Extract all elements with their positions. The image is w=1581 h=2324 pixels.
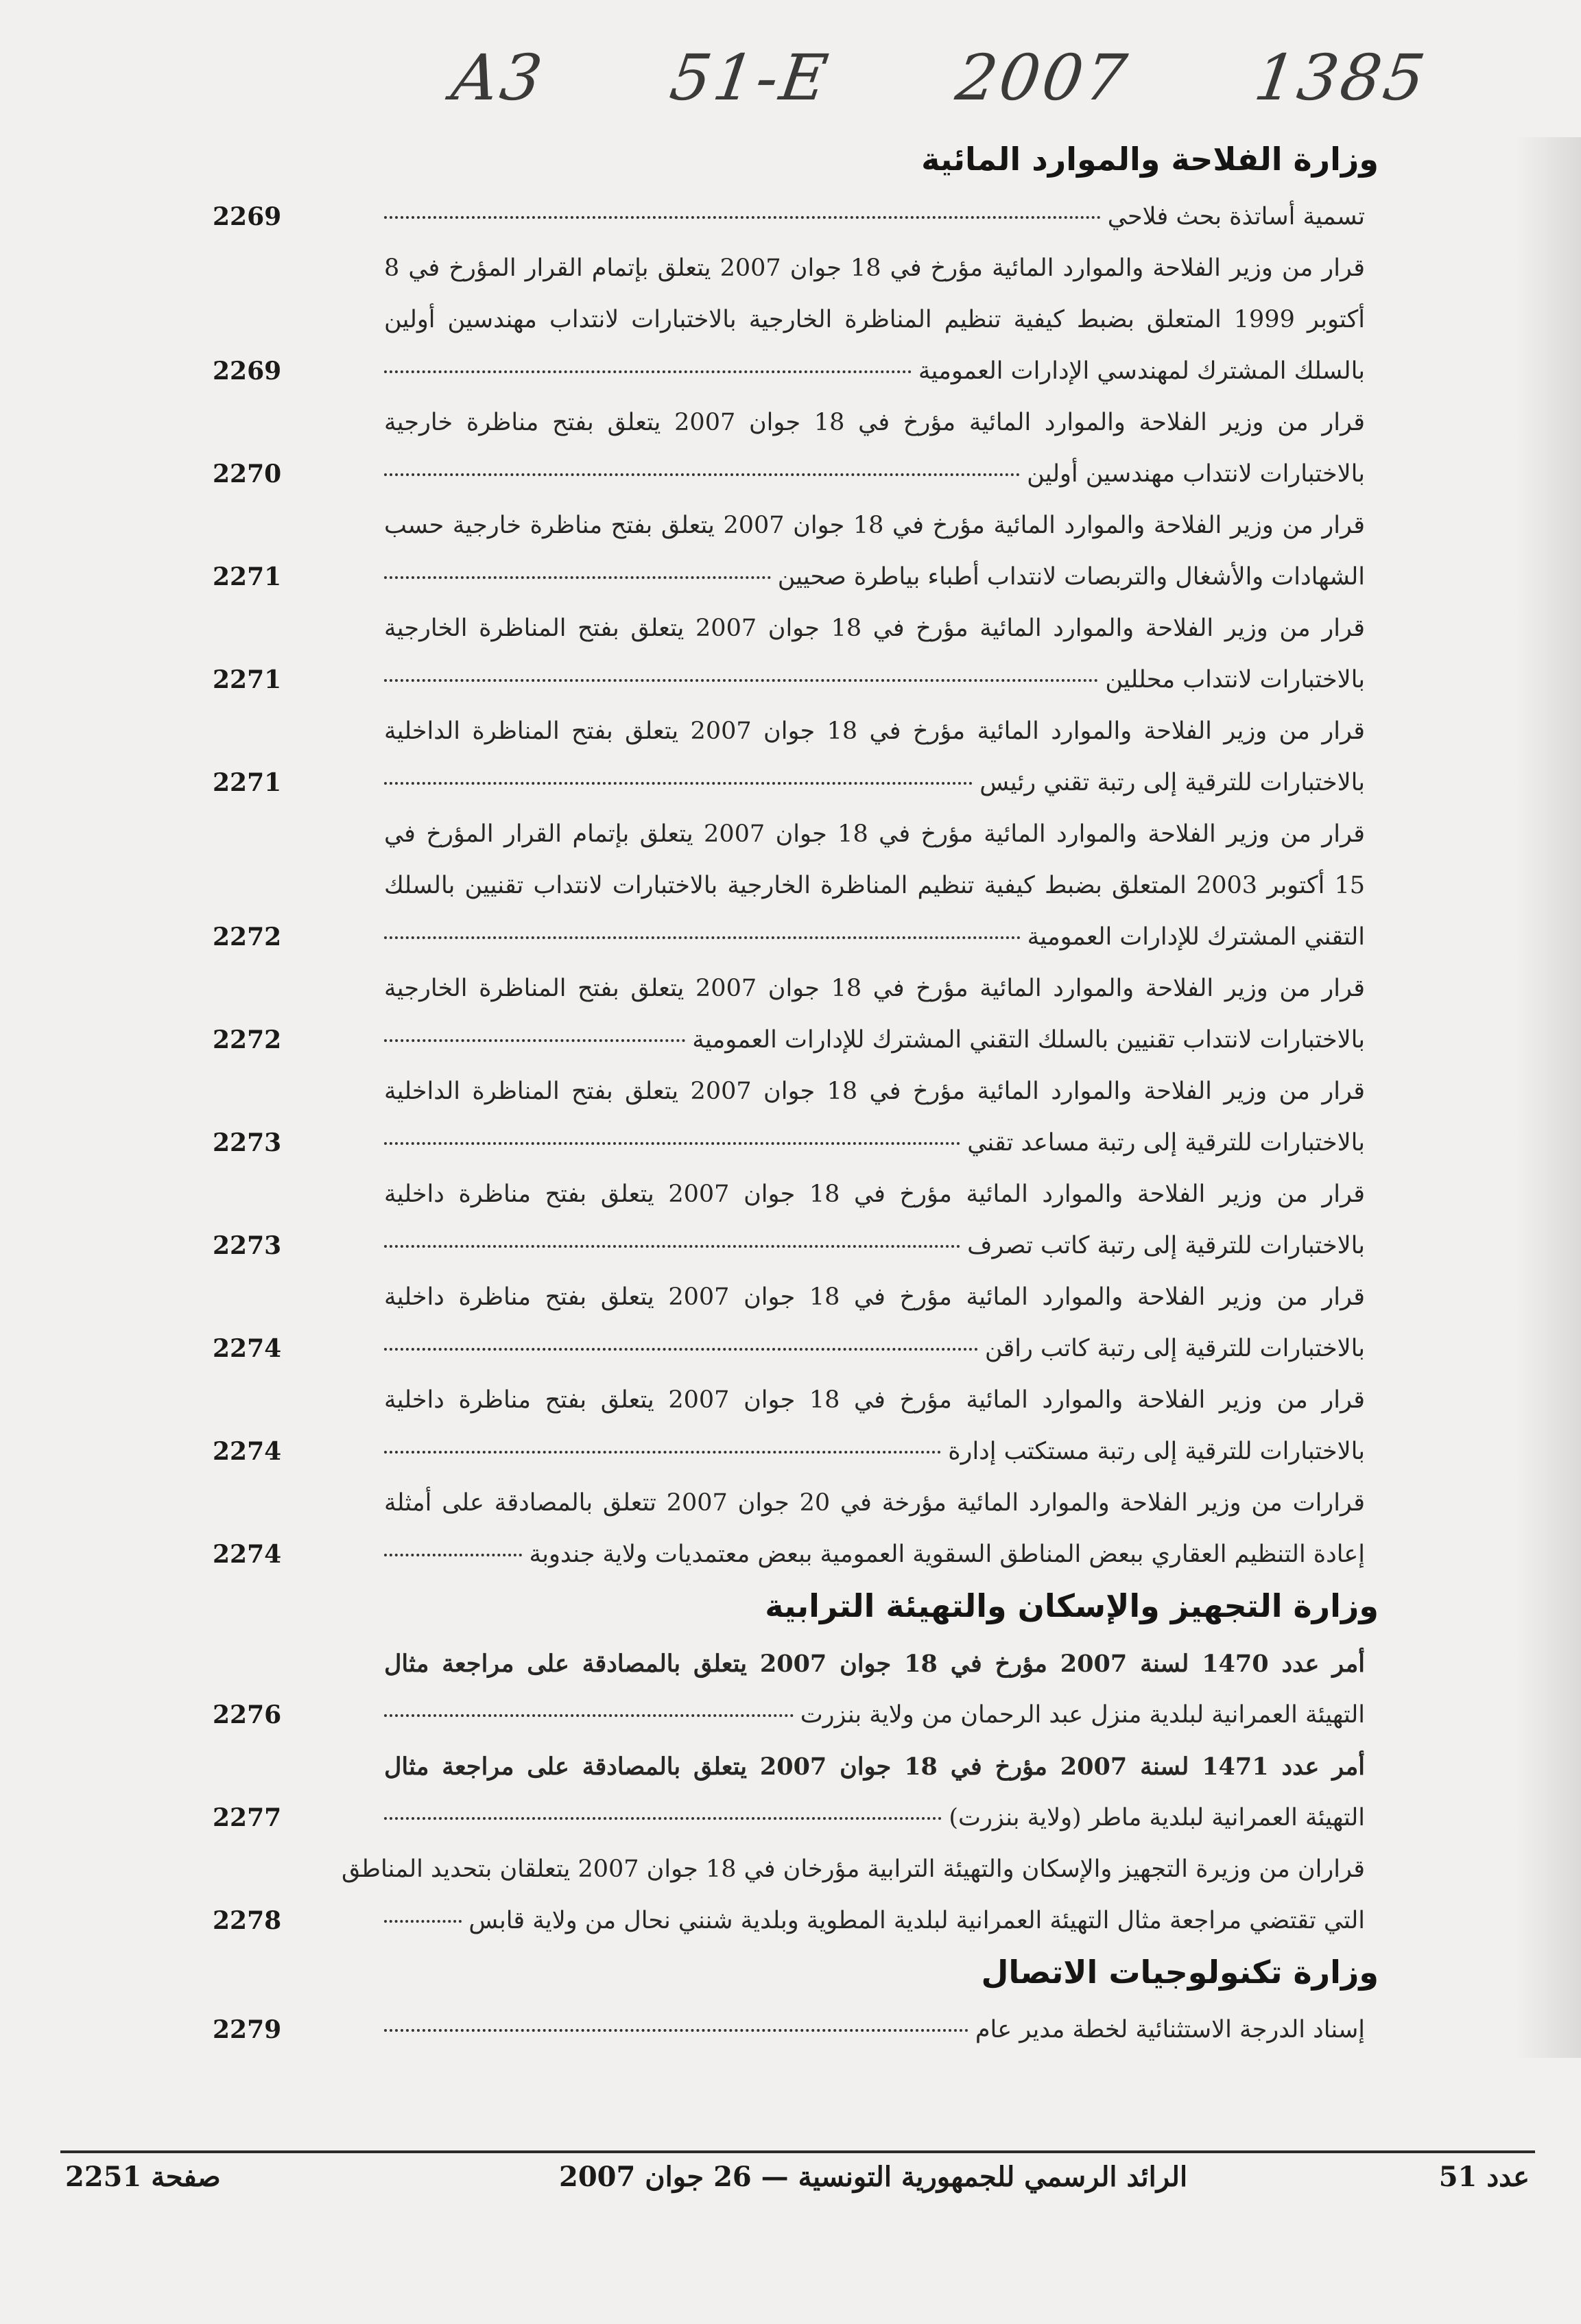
ministry-heading: وزارة التجهيز والإسكان والتهيئة الترابية	[765, 1587, 1379, 1624]
entry-line: بالسلك المشترك لمهندسي الإدارات العمومية	[918, 357, 1365, 385]
entry-line: قرار من وزير الفلاحة والموارد المائية مؤرخ في 18 جوان 2007 يتعلق بفتح مناظرة داخلية	[384, 1283, 1365, 1311]
dot-leader	[384, 2029, 968, 2032]
entry-page-number: 2274	[213, 1437, 282, 1466]
entry-line: قرار من وزير الفلاحة والموارد المائية مؤرخ في 18 جوان 2007 يتعلق بإتمام القرار المؤرخ في	[384, 820, 1365, 848]
dot-leader	[384, 216, 1101, 219]
entry-line: قرار من وزير الفلاحة والموارد المائية مؤرخ في 18 جوان 2007 يتعلق بفتح مناظرة خارجية	[384, 409, 1365, 436]
entry-line: الشهادات والأشغال والتربصات لانتداب أطباء بياطرة صحيين	[777, 563, 1365, 591]
ministry-heading: وزارة الفلاحة والموارد المائية	[921, 141, 1379, 178]
entry-line: التي تقتضي مراجعة مثال التهيئة العمرانية لبلدية المطوية وبلدية شنني نحال من ولاية قابس	[468, 1907, 1365, 1934]
toc-entry[interactable]	[213, 1638, 1379, 1741]
toc-entry[interactable]	[213, 2004, 1379, 2056]
entry-line: التهيئة العمرانية لبلدية ماطر (ولاية بنزرت)	[949, 1804, 1365, 1831]
entry-line: بالاختبارات للترقية إلى رتبة مستكتب إدارة	[948, 1438, 1365, 1465]
toc-entry[interactable]	[213, 809, 1379, 963]
entry-page-number: 2274	[213, 1334, 282, 1363]
entry-page-number: 2277	[213, 1803, 282, 1832]
dot-leader	[384, 1348, 978, 1351]
page-footer	[65, 2161, 1530, 2209]
entry-line: قراران من وزيرة التجهيز والإسكان والتهيئة الترابية مؤرخان في 18 جوان 2007 يتعلقان بتحديد المناطق	[341, 1855, 1365, 1883]
entry-line: 15 أكتوبر 2003 المتعلق بضبط كيفية تنظيم المناظرة الخارجية بالاختبارات لانتداب تقنيين بالسلك	[384, 872, 1365, 899]
handnote-year: 2007	[951, 41, 1134, 115]
toc-entry[interactable]	[213, 1844, 1379, 1947]
dot-leader	[384, 679, 1098, 682]
entry-page-number: 2269	[213, 202, 282, 231]
entry-page-number: 2269	[213, 357, 282, 386]
handwritten-archive-note	[447, 41, 1432, 115]
dot-leader	[384, 1920, 462, 1923]
dot-leader	[384, 576, 771, 579]
entry-line: قرار من وزير الفلاحة والموارد المائية مؤرخ في 18 جوان 2007 يتعلق بفتح المناظرة الخارجية	[384, 615, 1365, 642]
table-of-contents	[213, 134, 1379, 2056]
toc-entry[interactable]	[213, 1375, 1379, 1478]
entry-line: بالاختبارات للترقية إلى رتبة تقني رئيس	[979, 769, 1365, 796]
dot-leader	[384, 1554, 522, 1556]
ministry-heading: وزارة تكنولوجيات الاتصال	[981, 1954, 1379, 1991]
entry-line: قرار من وزير الفلاحة والموارد المائية مؤرخ في 18 جوان 2007 يتعلق بفتح مناظرة خارجية حسب	[384, 512, 1365, 539]
footer-journal-title: الرائد الرسمي للجمهورية التونسية — 26 جوان 2007	[559, 2161, 1188, 2193]
toc-entry[interactable]	[213, 706, 1379, 809]
dot-leader	[384, 1451, 941, 1454]
entry-line: قرار من وزير الفلاحة والموارد المائية مؤرخ في 18 جوان 2007 يتعلق بفتح المناظرة الخارجية	[384, 975, 1365, 1002]
entry-page-number: 2272	[213, 923, 282, 951]
handnote-issue: 51-E	[665, 41, 835, 115]
entry-line: بالاختبارات للترقية إلى رتبة مساعد تقني	[967, 1129, 1365, 1157]
entry-page-number: 2271	[213, 665, 282, 694]
entry-line: إعادة التنظيم العقاري ببعض المناطق السقوية العمومية ببعض معتمديات ولاية جندوبة	[529, 1541, 1365, 1568]
entry-line: بالاختبارات للترقية إلى رتبة كاتب راقن	[984, 1335, 1365, 1362]
entry-line: قرار من وزير الفلاحة والموارد المائية مؤرخ في 18 جوان 2007 يتعلق بفتح المناظرة الداخلية	[384, 718, 1365, 745]
toc-entry[interactable]	[213, 1066, 1379, 1169]
entry-line: تسمية أساتذة بحث فلاحي	[1107, 203, 1365, 230]
entry-page-number: 2271	[213, 768, 282, 797]
entry-page-number: 2273	[213, 1128, 282, 1157]
toc-entry[interactable]	[213, 397, 1379, 500]
footer-issue-number: عدد 51	[1438, 2161, 1530, 2193]
entry-page-number: 2274	[213, 1540, 282, 1569]
toc-entry[interactable]	[213, 243, 1379, 397]
dot-leader	[384, 936, 1021, 939]
dot-leader	[384, 1245, 960, 1248]
entry-line: التهيئة العمرانية لبلدية منزل عبد الرحمان من ولاية بنزرت	[800, 1701, 1365, 1729]
entry-line: قرار من وزير الفلاحة والموارد المائية مؤرخ في 18 جوان 2007 يتعلق بإتمام القرار المؤرخ في 8	[384, 254, 1365, 282]
handnote-number: 1385	[1250, 41, 1432, 115]
entry-line: أمر عدد 1470 لسنة 2007 مؤرخ في 18 جوان 2007 يتعلق بالمصادقة على مراجعة مثال	[384, 1650, 1366, 1678]
entry-page-number: 2276	[213, 1700, 282, 1729]
toc-entry[interactable]	[213, 1478, 1379, 1580]
entry-line: بالاختبارات لانتداب تقنيين بالسلك التقني المشترك للإدارات العمومية	[692, 1026, 1365, 1054]
dot-leader	[384, 1817, 942, 1820]
toc-entry[interactable]	[213, 500, 1379, 603]
entry-line: بالاختبارات لانتداب مهندسين أولين	[1027, 460, 1365, 488]
entry-line: أمر عدد 1471 لسنة 2007 مؤرخ في 18 جوان 2007 يتعلق بالمصادقة على مراجعة مثال	[384, 1753, 1366, 1781]
toc-entry[interactable]	[213, 603, 1379, 706]
entry-line: قرارات من وزير الفلاحة والموارد المائية مؤرخة في 20 جوان 2007 تتعلق بالمصادقة على أمثلة	[384, 1489, 1365, 1517]
entry-line: إسناد الدرجة الاستثنائية لخطة مدير عام	[975, 2016, 1365, 2043]
toc-entry[interactable]	[213, 963, 1379, 1066]
toc-entry[interactable]	[213, 1741, 1379, 1844]
footer-divider	[60, 2150, 1535, 2153]
entry-page-number: 2270	[213, 460, 282, 488]
entry-page-number: 2279	[213, 2015, 282, 2044]
entry-line: قرار من وزير الفلاحة والموارد المائية مؤرخ في 18 جوان 2007 يتعلق بفتح مناظرة داخلية	[384, 1386, 1365, 1414]
entry-line: بالاختبارات لانتداب محللين	[1105, 666, 1365, 693]
entry-page-number: 2272	[213, 1025, 282, 1054]
entry-line: بالاختبارات للترقية إلى رتبة كاتب تصرف	[967, 1232, 1365, 1259]
toc-entry[interactable]	[213, 1169, 1379, 1272]
dot-leader	[384, 782, 973, 785]
dot-leader	[384, 1142, 960, 1145]
entry-page-number: 2273	[213, 1231, 282, 1260]
toc-entry[interactable]	[213, 191, 1379, 243]
dot-leader	[384, 1039, 685, 1042]
entry-line: التقني المشترك للإدارات العمومية	[1027, 923, 1365, 951]
entry-line: قرار من وزير الفلاحة والموارد المائية مؤرخ في 18 جوان 2007 يتعلق بفتح المناظرة الداخلية	[384, 1078, 1365, 1105]
scan-edge-shadow	[1516, 137, 1581, 2058]
dot-leader	[384, 473, 1020, 476]
entry-line: قرار من وزير الفلاحة والموارد المائية مؤرخ في 18 جوان 2007 يتعلق بفتح مناظرة داخلية	[384, 1181, 1365, 1208]
footer-page-number: صفحة 2251	[65, 2161, 221, 2193]
handnote-ref: A3	[447, 41, 549, 115]
entry-page-number: 2271	[213, 562, 282, 591]
entry-page-number: 2278	[213, 1906, 282, 1935]
dot-leader	[384, 1714, 794, 1717]
entry-line: أكتوبر 1999 المتعلق بضبط كيفية تنظيم المناظرة الخارجية بالاختبارات لانتداب مهندسين أولين	[384, 306, 1365, 333]
toc-entry[interactable]	[213, 1272, 1379, 1375]
dot-leader	[384, 370, 912, 373]
